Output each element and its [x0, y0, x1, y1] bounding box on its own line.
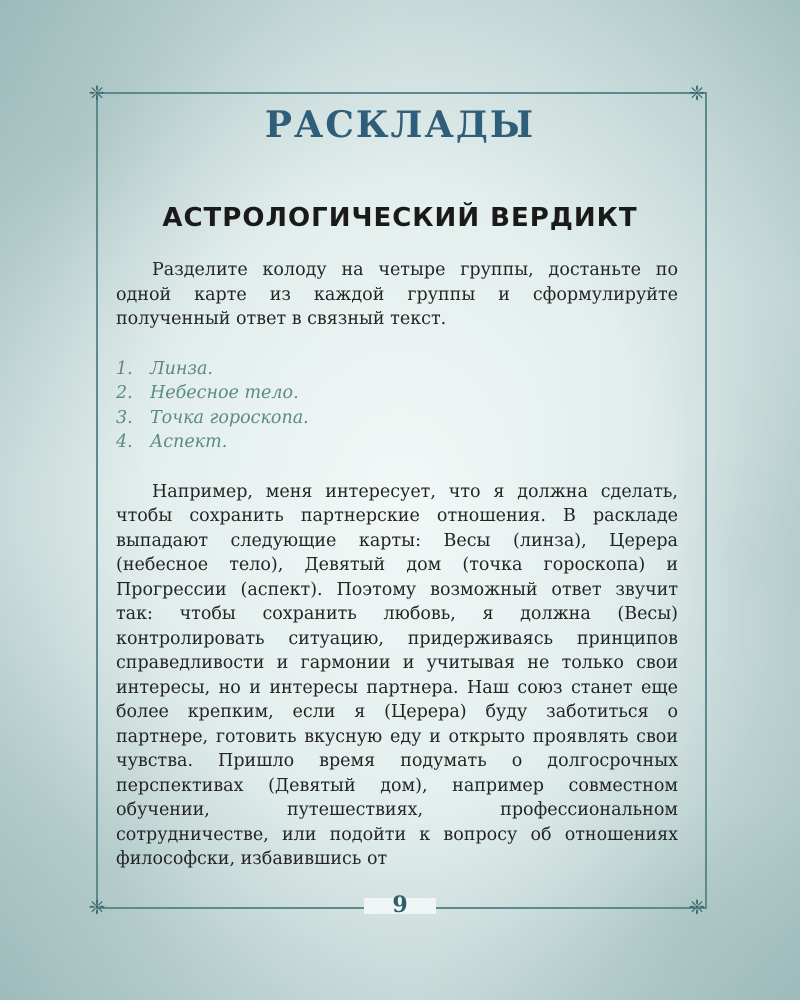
- list-item: 2. Небесное тело.: [116, 383, 299, 403]
- steps-list: [116, 357, 678, 455]
- page-number: 9: [392, 892, 408, 918]
- list-item: 1. Линза.: [116, 358, 213, 379]
- list-item: 4. Аспект.: [116, 432, 228, 452]
- snowflake-ornament-icon: ❈: [88, 895, 106, 919]
- list-item: 3. Точка гороскопа.: [116, 407, 309, 428]
- example-paragraph: Например, меня интересует, что я должна сделать, чтобы сохранить партнерские отношения. В раскладе выпадают следующие карты: Весы (линза), Церера (небесное тело), Девятый дом (точка гороскопа) и Прогрессии (аспект). Поэтому возможный ответ звучит так: чтобы сохранить любовь, я должна (Весы) контролировать ситуацию, придерживаясь принципов справедливости и гармонии и учитывая не только свои интересы, но и интересы партнера. Наш союз станет еще более крепким, если я (Церера) буду заботиться о партнере, готовить вкусную еду и открыто проявлять свои чувства. Пришло время подумать о долгосрочных перспективах (Девятый дом), например совместном обучении, путешествиях, профессиональном сотрудничестве, или подойти к вопросу об отношениях философски, избавившись от: [116, 481, 678, 869]
- intro-paragraph: Разделите колоду на четыре группы, достаньте по одной карте из каждой группы и сформулируйте полученный ответ в связный текст.: [116, 260, 678, 329]
- spread-title: АСТРОЛОГИЧЕСКИЙ ВЕРДИКТ: [162, 203, 638, 233]
- snowflake-ornament-icon: ❈: [688, 81, 706, 105]
- snowflake-ornament-icon: ❈: [688, 895, 706, 919]
- section-title: РАСКЛАДЫ: [264, 104, 536, 146]
- page-content: [116, 258, 678, 872]
- snowflake-ornament-icon: ❈: [88, 81, 106, 105]
